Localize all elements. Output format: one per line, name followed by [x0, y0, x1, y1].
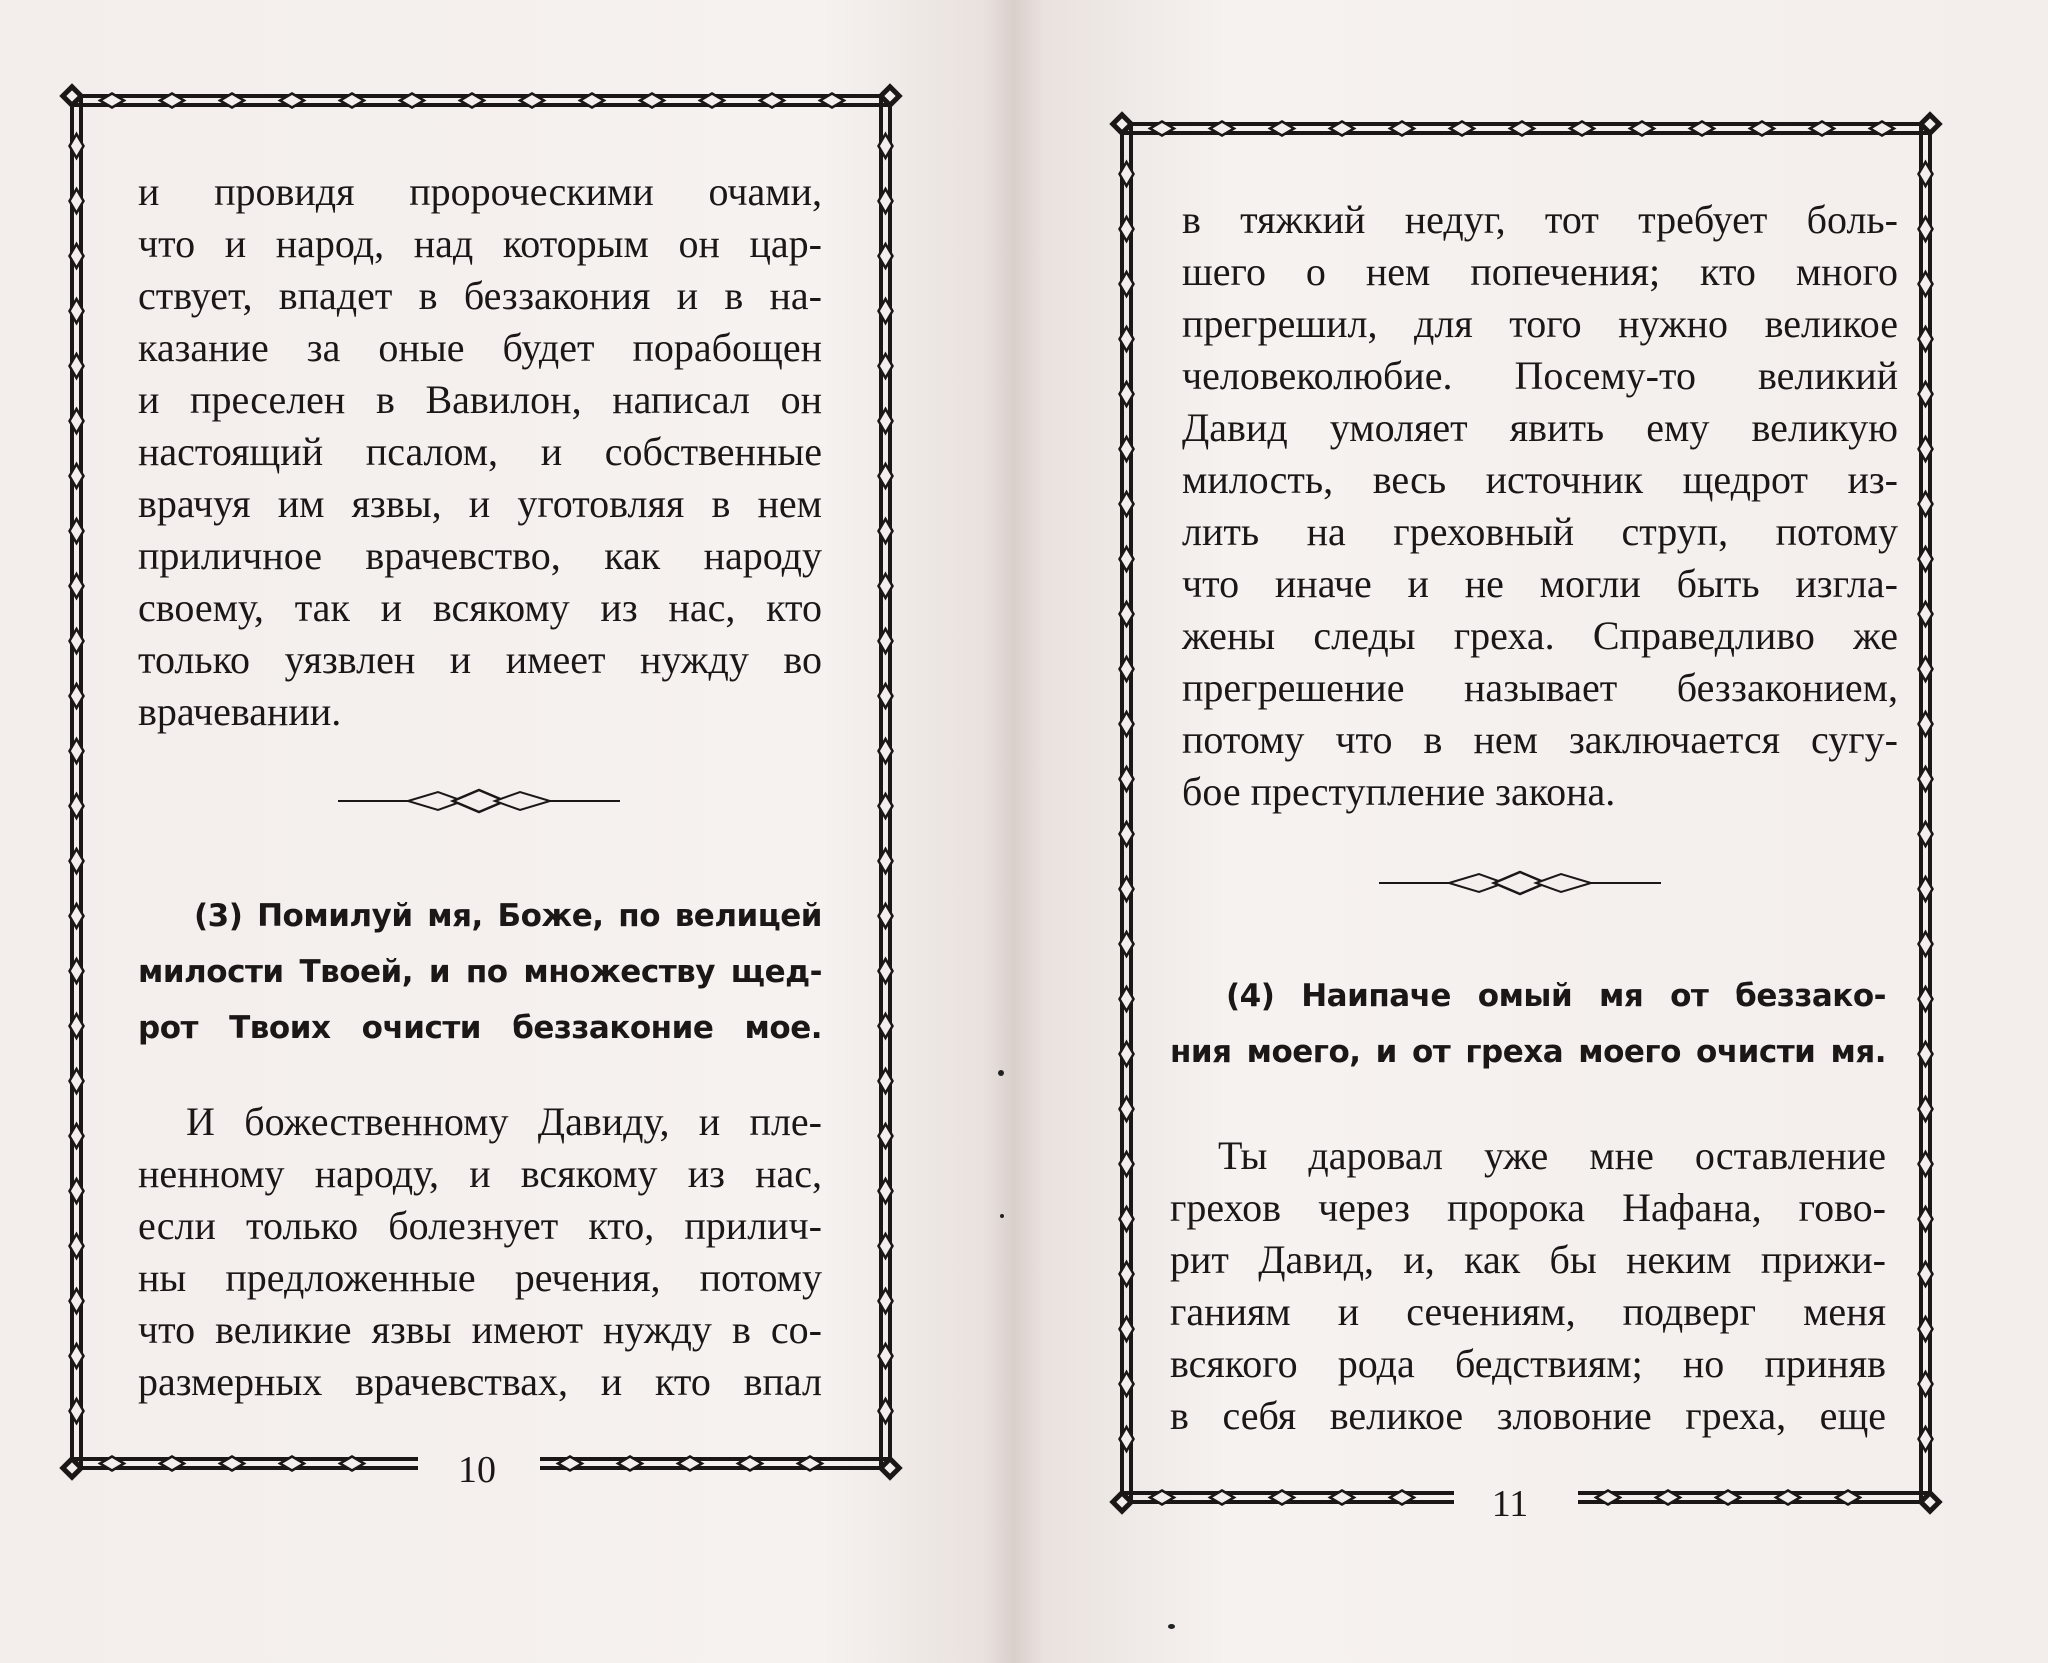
text-line: в тяжкий недуг, тот требует боль- — [1182, 197, 1898, 242]
text-line: ны предложенные речения, потому — [138, 1255, 822, 1300]
text-line: если только болезнует кто, прилич- — [138, 1203, 822, 1248]
left-paragraph-1 — [138, 166, 822, 738]
text-line: приличное врачевство, как народу — [138, 533, 822, 578]
section-divider-ornament — [338, 784, 620, 818]
text-line: ствует, впадет в беззакония и в на- — [138, 273, 822, 318]
binding-speck — [998, 1070, 1004, 1076]
text-line: врачуя им язвы, и уготовляя в нем — [138, 481, 822, 526]
text-line: настоящий псалом, и собственные — [138, 429, 822, 474]
page-number-left: 10 — [458, 1449, 496, 1491]
text-line: прегрешил, для того нужно великое — [1182, 301, 1898, 346]
text-line: Ты даровал уже мне оставление — [1218, 1133, 1886, 1178]
text-line: рит Давид, и, как бы неким прижи- — [1170, 1237, 1886, 1282]
right-paragraph-1 — [1182, 194, 1898, 818]
text-line: шего о нем попечения; кто много — [1182, 249, 1898, 294]
text-line: лить на греховный струп, потому — [1182, 509, 1898, 554]
section-divider-ornament — [1379, 866, 1661, 900]
text-line: что иначе и не могли быть изгла- — [1182, 561, 1898, 606]
text-line: и преселен в Вавилон, написал он — [138, 377, 822, 422]
text-line: потому что в нем заключается сугу- — [1182, 717, 1898, 762]
heading-line: милости Твоей, и по множеству щед- — [138, 954, 822, 990]
right-paragraph-2 — [1170, 1130, 1886, 1442]
binding-speck — [1000, 1214, 1004, 1218]
heading-line: ния моего, и от греха моего очисти мя. — [1170, 1034, 1886, 1070]
text-line: милость, весь источник щедрот из- — [1182, 457, 1898, 502]
text-line: что и народ, над которым он цар- — [138, 221, 822, 266]
heading-line: (3) Помилуй мя, Боже, по велицей — [194, 898, 822, 934]
right-verse-heading — [1170, 968, 1886, 1080]
text-line: казание за оные будет порабощен — [138, 325, 822, 370]
text-line: человеколюбие. Посему-то великий — [1182, 353, 1898, 398]
text-line: прегрешение называет беззаконием, — [1182, 665, 1898, 710]
heading-line: рот Твоих очисти беззаконие мое. — [138, 1010, 822, 1046]
text-line: жены следы греха. Справедливо же — [1182, 613, 1898, 658]
text-line: и провидя пророческими очами, — [138, 169, 822, 214]
text-line: ненному народу, и всякому из нас, — [138, 1151, 822, 1196]
text-line: что великие язвы имеют нужду в со- — [138, 1307, 822, 1352]
text-line: И божественному Давиду, и пле- — [186, 1099, 822, 1144]
text-line: своему, так и всякому из нас, кто — [138, 585, 822, 630]
right-page — [1030, 0, 2048, 1663]
left-page — [0, 0, 1010, 1663]
text-line: Давид умоляет явить ему великую — [1182, 405, 1898, 450]
left-verse-heading — [138, 888, 822, 1056]
left-paragraph-2 — [138, 1096, 822, 1408]
text-line: только уязвлен и имеет нужду во — [138, 637, 822, 682]
page-number-right: 11 — [1491, 1483, 1529, 1525]
text-line: бое преступление закона. — [1182, 769, 1616, 814]
text-line: в себя великое зловоние греха, еще — [1170, 1393, 1886, 1438]
text-line: размерных врачевствах, и кто впал — [138, 1359, 822, 1404]
text-line: врачевании. — [138, 689, 342, 734]
text-line: всякого рода бедствиям; но приняв — [1170, 1341, 1886, 1386]
heading-line: (4) Наипаче омый мя от беззако- — [1226, 978, 1886, 1014]
text-line: ганиям и сечениям, подверг меня — [1170, 1289, 1886, 1334]
text-line: грехов через пророка Нафана, гово- — [1170, 1185, 1886, 1230]
